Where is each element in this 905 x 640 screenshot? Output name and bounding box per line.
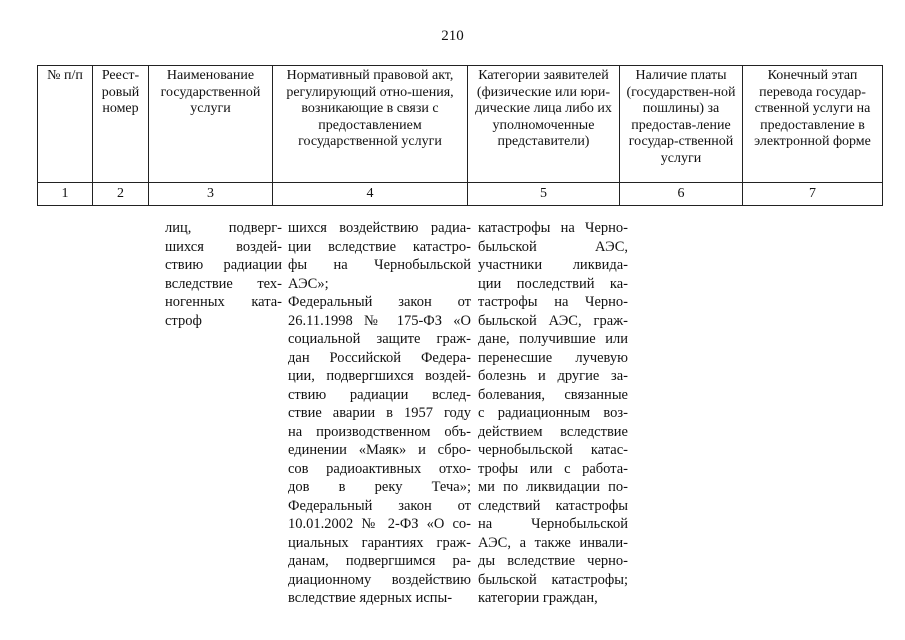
- text-line: диационному воздействию: [288, 571, 471, 588]
- text-line: категории граждан,: [478, 590, 598, 606]
- text-line: перенесшие лучевую: [478, 349, 628, 366]
- text-line: болезнь и другие за-: [478, 368, 628, 384]
- text-line: с радиационным воз-: [478, 405, 628, 421]
- text-line: АЭС, а также инвали-: [478, 534, 628, 551]
- text-line: ды вследствие черно-: [478, 553, 628, 569]
- text-line: ствию радиации вслед-: [288, 386, 471, 403]
- header-cell-fee: Наличие платы (государствен-ной пошлины) за предостав-ление государ-ственной услуги: [620, 66, 743, 183]
- text-line: дов в реку Теча»;: [288, 479, 471, 495]
- text-line: шихся воздействию радиа-: [288, 220, 471, 236]
- text-line: вследствие ядерных испы-: [288, 590, 453, 606]
- text-line: ции вследствие катастро-: [288, 238, 471, 255]
- text-line: шихся воздей-: [165, 238, 282, 255]
- header-row: [38, 66, 883, 183]
- text-line: 10.01.2002 № 2-ФЗ «О со-: [288, 516, 471, 532]
- text-line: ствию радиации: [165, 257, 282, 273]
- text-line: трофы или с работа-: [478, 460, 628, 477]
- header-cell-legal-act: Нормативный правовой акт, регулирующий отно-шения, возникающие в связи с предоставлением государственной услуги: [273, 66, 468, 183]
- services-table-header: [37, 65, 883, 206]
- text-line: фы на Чернобыльской: [288, 257, 471, 273]
- text-line: на Чернобыльской: [478, 516, 628, 532]
- text-line: циальных гарантиях граж-: [288, 534, 471, 551]
- text-line: быльской АЭС,: [478, 238, 628, 255]
- text-line: болевания, связанные: [478, 386, 628, 403]
- text-line: ции последствий ка-: [478, 275, 628, 292]
- text-line: данам, подвергшимся ра-: [288, 553, 471, 569]
- text-line: единении «Маяк» и сбро-: [288, 442, 471, 458]
- text-line: ствие аварии в 1957 году: [288, 405, 471, 421]
- text-line: АЭС»;: [288, 275, 329, 292]
- column-number: 1: [38, 183, 93, 206]
- column-number: 7: [743, 183, 883, 206]
- service-name-column-text: [165, 219, 282, 330]
- column-number: 5: [468, 183, 620, 206]
- text-line: Федеральный закон от: [288, 497, 471, 514]
- text-line: дан Российской Федера-: [288, 349, 471, 366]
- text-line: катастрофы на Черно-: [478, 220, 628, 236]
- column-number: 3: [149, 183, 273, 206]
- column-number: 2: [93, 183, 149, 206]
- header-cell-final-stage: Конечный этап перевода государ-ственной услуги на предоставление в электронной форме: [743, 66, 883, 183]
- text-line: на производственном объ-: [288, 423, 471, 440]
- text-line: строф: [165, 312, 202, 329]
- text-line: тастрофы на Черно-: [478, 294, 628, 310]
- text-line: социальной защите граж-: [288, 331, 471, 347]
- text-line: участники ликвида-: [478, 257, 628, 273]
- text-line: ногенных ката-: [165, 294, 282, 310]
- text-line: действием вследствие: [478, 423, 628, 440]
- text-line: дане, получившие или: [478, 331, 628, 347]
- text-line: быльской АЭС, граж-: [478, 312, 628, 329]
- text-line: ми по ликвидации по-: [478, 479, 628, 495]
- header-cell-number: № п/п: [38, 66, 93, 183]
- text-line: сов радиоактивных отхо-: [288, 460, 471, 477]
- text-line: следствий катастрофы: [478, 497, 628, 514]
- page-number: 210: [441, 28, 464, 44]
- text-line: ции, подвергшихся воздей-: [288, 368, 471, 384]
- column-number-row: [38, 183, 883, 206]
- text-line: Федеральный закон от: [288, 294, 471, 310]
- text-line: вследствие тех-: [165, 275, 282, 292]
- header-cell-service-name: Наименование государственной услуги: [149, 66, 273, 183]
- legal-act-column-text: [288, 219, 471, 608]
- text-line: быльской катастрофы;: [478, 571, 628, 588]
- header-cell-applicant-categories: Категории заявителей (физические или юри-дические лица либо их уполномоченные представители): [468, 66, 620, 183]
- text-line: лиц, подверг-: [165, 220, 282, 236]
- column-number: 6: [620, 183, 743, 206]
- applicant-categories-column-text: [478, 219, 628, 608]
- header-cell-registry-number: Реест-ровый номер: [93, 66, 149, 183]
- column-number: 4: [273, 183, 468, 206]
- text-line: 26.11.1998 № 175-ФЗ «О: [288, 312, 471, 329]
- text-line: чернобыльской катас-: [478, 442, 628, 458]
